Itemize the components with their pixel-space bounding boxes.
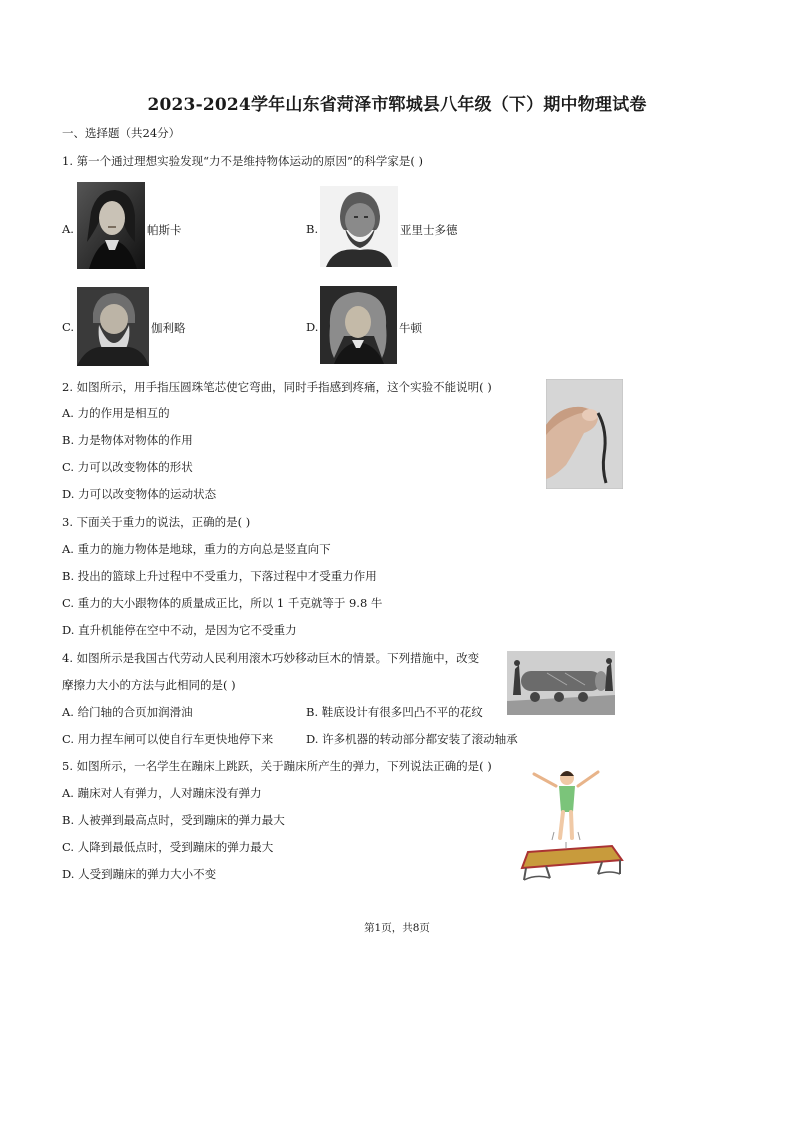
q1-option-d-text: 牛顿	[399, 321, 422, 335]
rolling-logs-moving-timber-icon	[507, 651, 615, 715]
q1-option-b-text: 亚里士多德	[400, 223, 458, 237]
q1-option-a-text: 帕斯卡	[147, 223, 182, 237]
q4-stem-line2: 摩擦力大小的方法与此相同的是( )	[62, 678, 236, 692]
q3-option-c: C. 重力的大小跟物体的质量成正比，所以 1 千克就等于 9.8 牛	[62, 596, 383, 610]
galileo-portrait-icon	[77, 287, 149, 366]
pascal-portrait-icon	[77, 182, 145, 269]
q5-option-c: C. 人降到最低点时，受到蹦床的弹力最大	[62, 840, 274, 854]
section-heading: 一、选择题（共24分）	[62, 126, 181, 140]
q4-option-b: B. 鞋底设计有很多凹凸不平的花纹	[306, 705, 483, 719]
q2-option-d: D. 力可以改变物体的运动状态	[62, 487, 217, 501]
q4-option-a: A. 给门轴的合页加润滑油	[62, 705, 193, 719]
q1-option-a-letter: A.	[62, 222, 74, 236]
q2-option-c: C. 力可以改变物体的形状	[62, 460, 193, 474]
exam-title: 2023-2024学年山东省菏泽市郓城县八年级（下）期中物理试卷	[147, 95, 647, 115]
q1-option-b-letter: B.	[306, 222, 319, 236]
q2-option-b: B. 力是物体对物体的作用	[62, 433, 193, 447]
aristotle-bust-icon	[320, 186, 398, 267]
q5-option-b: B. 人被弹到最高点时，受到蹦床的弹力最大	[62, 813, 285, 827]
newton-portrait-icon	[320, 286, 397, 364]
q3-option-b: B. 投出的篮球上升过程中不受重力，下落过程中才受重力作用	[62, 569, 377, 583]
trampoline-jumper-icon	[516, 760, 626, 884]
q3-option-a: A. 重力的施力物体是地球，重力的方向总是竖直向下	[62, 542, 331, 556]
q4-option-d: D. 许多机器的转动部分都安装了滚动轴承	[306, 732, 518, 746]
q4-stem-line1: 4. 如图所示是我国古代劳动人民利用滚木巧妙移动巨木的情景。下列措施中，改变	[62, 651, 480, 665]
q5-stem: 5. 如图所示，一名学生在蹦床上跳跃，关于蹦床所产生的弹力，下列说法正确的是( )	[62, 759, 492, 773]
finger-pressing-pen-refill-icon	[546, 379, 623, 489]
q1-option-c-text: 伽利略	[151, 321, 186, 335]
q1-option-c-letter: C.	[62, 320, 75, 334]
q5-option-d: D. 人受到蹦床的弹力大小不变	[62, 867, 217, 881]
q1-option-d-letter: D.	[306, 320, 319, 334]
q4-option-c: C. 用力捏车闸可以使自行车更快地停下来	[62, 732, 274, 746]
q2-stem: 2. 如图所示，用手指压圆珠笔芯使它弯曲，同时手指感到疼痛，这个实验不能说明( )	[62, 380, 492, 394]
q3-option-d: D. 直升机能停在空中不动，是因为它不受重力	[62, 623, 297, 637]
q3-stem: 3. 下面关于重力的说法，正确的是( )	[62, 515, 251, 529]
q5-option-a: A. 蹦床对人有弹力，人对蹦床没有弹力	[62, 786, 262, 800]
q2-option-a: A. 力的作用是相互的	[62, 406, 170, 420]
page-footer: 第1页，共8页	[364, 922, 430, 934]
q1-stem: 1. 第一个通过理想实验发现“力不是维持物体运动的原因”的科学家是( )	[62, 154, 424, 168]
